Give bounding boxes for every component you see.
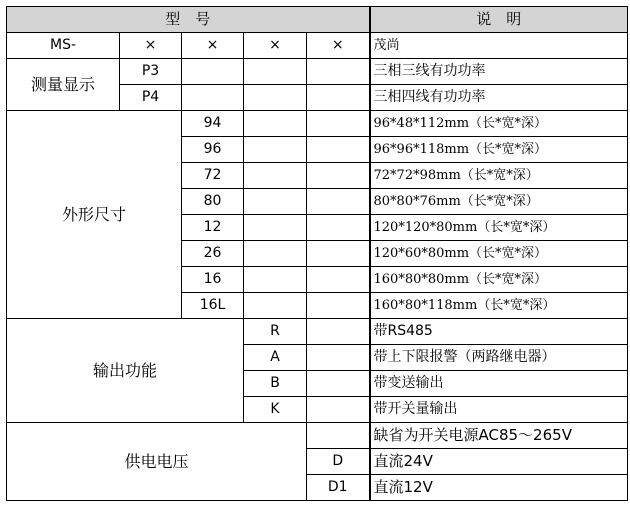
description-cell: 120*120*80mm（长*宽*深）: [370, 215, 628, 241]
empty-cell: [307, 319, 370, 345]
empty-cell: [307, 85, 370, 111]
empty-cell: [244, 215, 307, 241]
table-row: [7, 59, 628, 85]
empty-cell: [244, 163, 307, 189]
description-cell: 120*60*80mm（长*宽*深）: [370, 241, 628, 267]
empty-cell: [307, 267, 370, 293]
description-cell: 带开关量输出: [370, 397, 628, 423]
empty-cell: [307, 241, 370, 267]
description-cell: 96*48*112mm（长*宽*深）: [370, 111, 628, 137]
table-row: [7, 423, 628, 449]
placeholder-cell: ×: [244, 33, 307, 59]
model-prefix: MS-: [7, 33, 120, 59]
empty-cell: [307, 397, 370, 423]
empty-cell: [244, 293, 307, 319]
placeholder-cell: ×: [307, 33, 370, 59]
code-cell: P4: [120, 85, 182, 111]
code-cell: K: [244, 397, 307, 423]
empty-cell: [244, 189, 307, 215]
empty-cell: [307, 111, 370, 137]
description-cell: 三相三线有功功率: [370, 59, 628, 85]
code-cell: 72: [182, 163, 244, 189]
description-cell: 直流12V: [370, 475, 628, 501]
placeholder-cell: ×: [182, 33, 244, 59]
model-spec-table: [6, 6, 628, 501]
code-cell: 80: [182, 189, 244, 215]
group-label-display: 测量显示: [7, 59, 120, 111]
code-cell: B: [244, 371, 307, 397]
empty-cell: [244, 59, 307, 85]
code-cell: P3: [120, 59, 182, 85]
description-cell: 80*80*76mm（长*宽*深）: [370, 189, 628, 215]
empty-cell: [307, 345, 370, 371]
empty-cell: [244, 111, 307, 137]
code-cell: R: [244, 319, 307, 345]
empty-cell: [307, 189, 370, 215]
code-cell: [307, 423, 370, 449]
header-row: [7, 7, 628, 33]
code-cell: D1: [307, 475, 370, 501]
description-cell: 直流24V: [370, 449, 628, 475]
description-cell: 72*72*98mm（长*宽*深）: [370, 163, 628, 189]
group-label-output: 输出功能: [7, 319, 244, 423]
code-cell: 94: [182, 111, 244, 137]
code-cell: 16L: [182, 293, 244, 319]
brand-description: 茂尚: [370, 33, 628, 59]
description-cell: 96*96*118mm（长*宽*深）: [370, 137, 628, 163]
model-header: 型 号: [7, 7, 370, 33]
group-label-power: 供电电压: [7, 423, 307, 501]
code-cell: D: [307, 449, 370, 475]
table-row: [7, 319, 628, 345]
empty-cell: [307, 163, 370, 189]
empty-cell: [244, 137, 307, 163]
description-cell: 缺省为开关电源AC85～265V: [370, 423, 628, 449]
group-label-size: 外形尺寸: [7, 111, 182, 319]
description-cell: 160*80*118mm（长*宽*深）: [370, 293, 628, 319]
description-cell: 带上下限报警（两路继电器）: [370, 345, 628, 371]
empty-cell: [307, 137, 370, 163]
empty-cell: [244, 267, 307, 293]
code-cell: A: [244, 345, 307, 371]
code-cell: 96: [182, 137, 244, 163]
placeholder-cell: ×: [120, 33, 182, 59]
description-header: 说 明: [370, 7, 628, 33]
empty-cell: [182, 85, 244, 111]
empty-cell: [307, 371, 370, 397]
empty-cell: [307, 215, 370, 241]
code-cell: 12: [182, 215, 244, 241]
code-cell: 16: [182, 267, 244, 293]
empty-cell: [244, 85, 307, 111]
empty-cell: [307, 59, 370, 85]
table-row: [7, 111, 628, 137]
empty-cell: [307, 293, 370, 319]
empty-cell: [182, 59, 244, 85]
description-cell: 160*80*80mm（长*宽*深）: [370, 267, 628, 293]
code-cell: 26: [182, 241, 244, 267]
description-cell: 带变送输出: [370, 371, 628, 397]
description-cell: 带RS485: [370, 319, 628, 345]
empty-cell: [244, 241, 307, 267]
base-row: [7, 33, 628, 59]
description-cell: 三相四线有功功率: [370, 85, 628, 111]
